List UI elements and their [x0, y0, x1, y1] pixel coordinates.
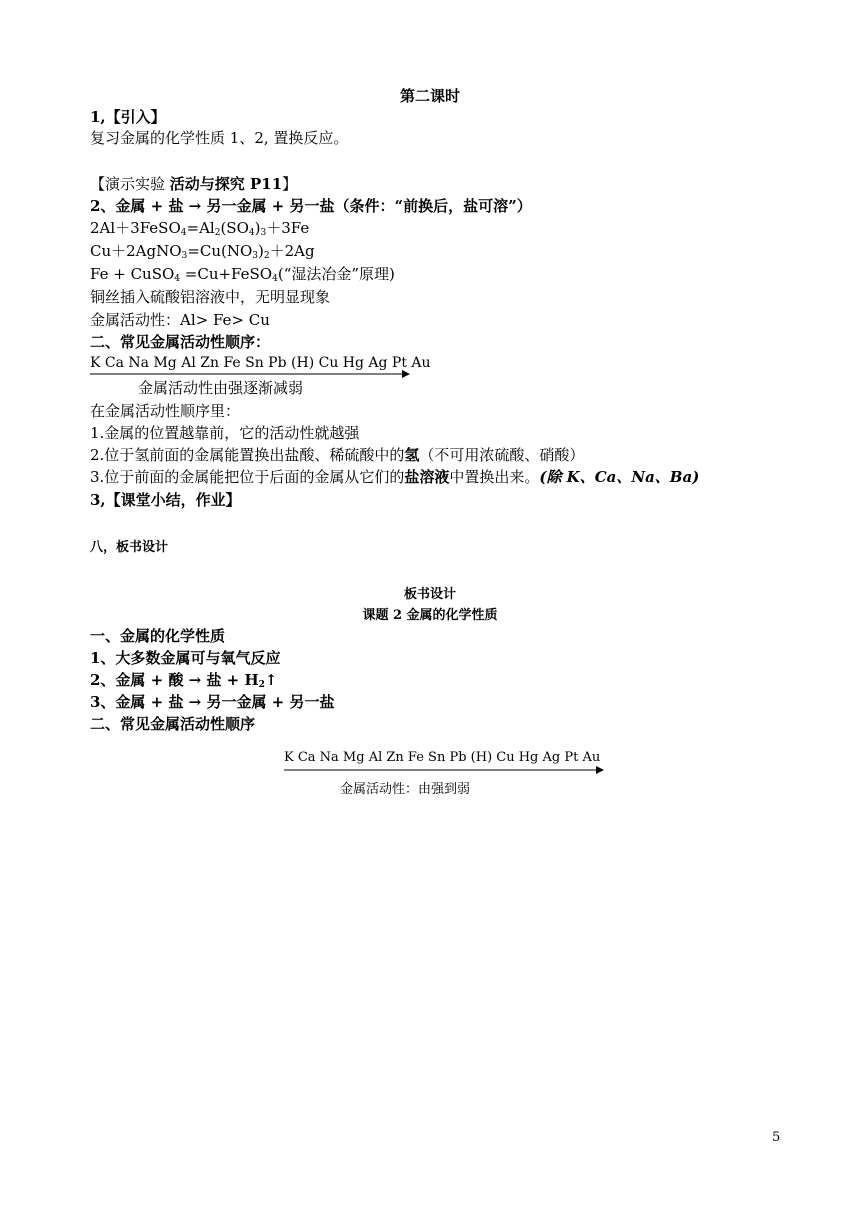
demo-heading-suffix: 】 — [282, 175, 298, 193]
in-order-text: 在金属活动性顺序里： — [90, 402, 241, 420]
section-8-heading: 八，板书设计 — [90, 540, 169, 555]
observation: 铜丝插入硫酸铝溶液中，无明显现象 — [90, 288, 331, 306]
page-number: 5 — [772, 1130, 781, 1145]
equation-1: $2Al+3FeSO_4=Al_2(SO_4)_3+3Fe$ — [90, 219, 310, 238]
figure-series-text: K Ca Na Mg Al Zn Fe Sn Pb (H) Cu Hg Ag Pt Au — [284, 750, 601, 765]
board-line-1: 一、金属的化学性质 — [90, 627, 226, 645]
board-subtitle: 课题 2 金属的化学性质 — [362, 608, 498, 623]
activity-series: K Ca Na Mg Al Zn Fe Sn Pb (H) Cu Hg Ag Pt Au — [90, 355, 431, 371]
summary-heading: 3,【课堂小结，作业】 — [90, 491, 241, 509]
series-heading: 二、常见金属活动性顺序： — [90, 333, 271, 351]
point-2: 2.位于氢前面的金属能置换出盐酸、稀硫酸中的氢（不可用浓硫酸、硝酸） — [90, 446, 585, 464]
equation-3: Fe + CuSO$_4$ =Cu+FeSO$_4$(“湿法冶金”原理) — [90, 265, 395, 284]
demo-heading-bold: 活动与探究 P11 — [169, 175, 283, 193]
equation-2: $Cu+2AgNO_3=Cu(NO_3)_2+2Ag$ — [90, 242, 315, 261]
activity-series-figure — [284, 750, 624, 800]
figure-caption: 金属活动性：由强到弱 — [340, 781, 471, 796]
figure-arrow — [284, 764, 604, 776]
displacement-rule: 2、金属 + 盐 → 另一金属 + 另一盐（条件：“前换后，盐可溶”） — [90, 197, 532, 215]
lesson-title: 第二课时 — [399, 87, 460, 105]
board-line-5: 二、常见金属活动性顺序 — [90, 715, 256, 733]
intro-text: 复习金属的化学性质 1、2, 置换反应。 — [90, 129, 349, 147]
point-3: 3.位于前面的金属能把位于后面的金属从它们的盐溶液中置换出来。(除 K、Ca、Na、Ba) — [90, 468, 700, 486]
demo-heading — [90, 174, 297, 194]
series-caption: 金属活动性由强逐渐减弱 — [138, 379, 304, 397]
intro-heading: 1,【引入】 — [90, 108, 166, 126]
demo-heading-prefix: 【演示实验 — [90, 175, 170, 193]
board-title: 板书设计 — [403, 587, 456, 602]
board-line-2: 1、大多数金属可与氧气反应 — [90, 649, 281, 667]
board-line-4: 3、金属 + 盐 → 另一金属 + 另一盐 — [90, 693, 335, 711]
activity-line: 金属活动性：Al> Fe> Cu — [90, 311, 270, 329]
board-line-3: 2、金属 + 酸 → 盐 + $H_2↑$ — [90, 671, 278, 690]
point-1: 1.金属的位置越靠前，它的活动性就越强 — [90, 424, 360, 442]
